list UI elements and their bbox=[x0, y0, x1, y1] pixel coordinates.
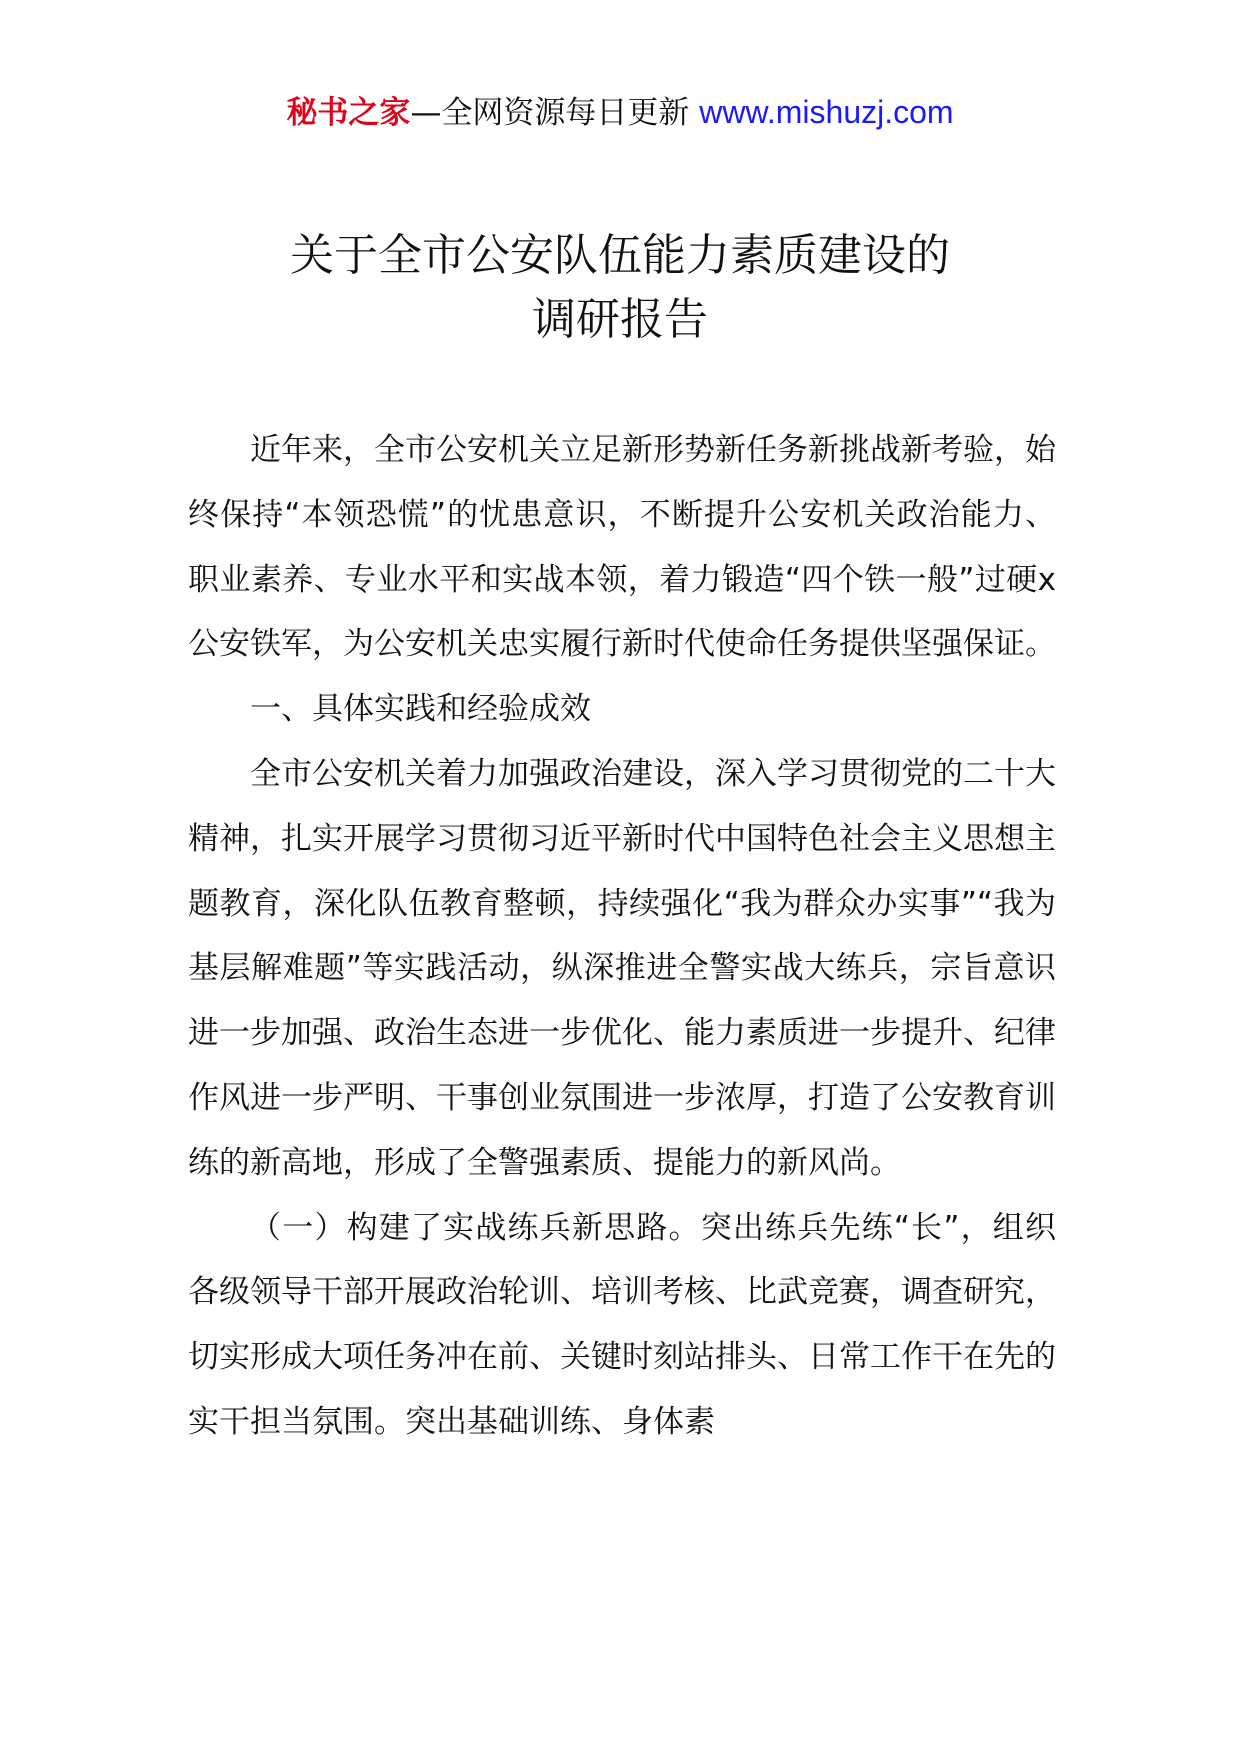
section-heading: 一、具体实践和经验成效 bbox=[250, 691, 591, 728]
title-line-1: 关于全市公安队伍能力素质建设的 bbox=[290, 230, 950, 281]
document-body bbox=[188, 418, 1056, 1455]
subsection-paragraph: （一）构建了实战练兵新思路。突出练兵先练“长”，组织各级领导干部开展政治轮训、培训考核、比武竞赛，调查研究，切实形成大项任务冲在前、关键时刻站排头、日常工作干在先的实干担当氛围。突出基础训练、身体素 bbox=[188, 1209, 1056, 1440]
title-line-2: 调研报告 bbox=[532, 294, 708, 345]
banner-url-link[interactable]: www.mishuzj.com bbox=[699, 94, 954, 130]
intro-paragraph: 近年来，全市公安机关立足新形势新任务新挑战新考验，始终保持“本领恐慌”的忧患意识，不断提升公安机关政治能力、职业素养、专业水平和实战本领，着力锻造“四个铁一般”过硬x公安铁军，为公安机关忠实履行新时代使命任务提供坚强保证。 bbox=[188, 432, 1056, 663]
document-title bbox=[0, 224, 1240, 352]
banner-brand: 秘书之家 bbox=[286, 95, 411, 131]
banner-tagline: —全网资源每日更新 bbox=[410, 95, 700, 131]
section-paragraph: 全市公安机关着力加强政治建设，深入学习贯彻党的二十大精神，扎实开展学习贯彻习近平新时代中国特色社会主义思想主题教育，深化队伍教育整顿，持续强化“我为群众办实事”“我为基层解难题”等实践活动，纵深推进全警实战大练兵，宗旨意识进一步加强、政治生态进一步优化、能力素质进一步提升、纪律作风进一步严明、干事创业氛围进一步浓厚，打造了公安教育训练的新高地，形成了全警强素质、提能力的新风尚。 bbox=[188, 755, 1056, 1181]
site-banner bbox=[0, 92, 1240, 133]
